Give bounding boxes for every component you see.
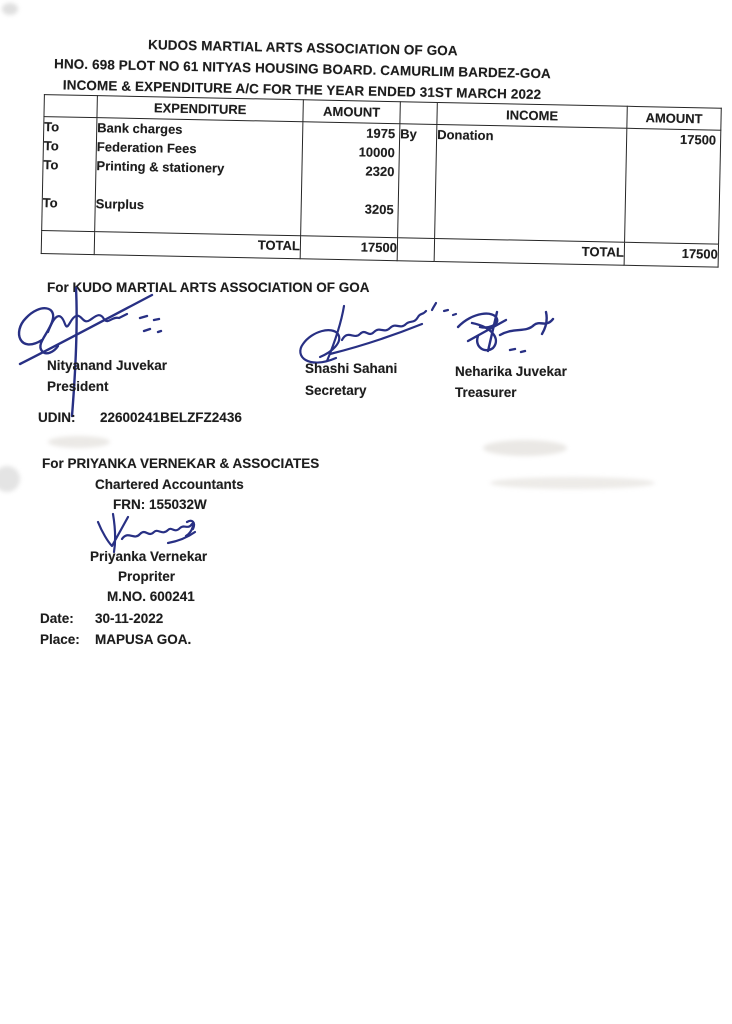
table-body-row — [42, 117, 721, 245]
expenditure-amount: 3205 — [364, 201, 394, 218]
scan-smudge — [490, 477, 655, 489]
income-amount: 17500 — [679, 131, 717, 148]
neharika-signature — [452, 305, 572, 365]
expenditure-amount: 2320 — [365, 163, 395, 180]
udin-value: 22600241BELZFZ2436 — [100, 410, 242, 425]
income-amount-column — [625, 128, 721, 244]
expenditure-total-label: TOTAL — [94, 232, 300, 259]
expenditure-item: Surplus — [95, 196, 145, 213]
income-total-label: TOTAL — [434, 238, 624, 265]
expenditure-header: EXPENDITURE — [97, 96, 303, 122]
association-address: HNO. 698 PLOT NO 61 NITYAS HOUSING BOARD. CAMURLIM BARDEZ-GOA — [53, 56, 552, 82]
shashi-signature — [292, 300, 457, 370]
auditor-frn: FRN: 155032W — [113, 497, 207, 512]
udin-label: UDIN: — [38, 410, 76, 425]
row-prefix: To — [44, 119, 60, 135]
row-prefix: By — [400, 126, 417, 142]
blank-header-cell — [400, 102, 437, 125]
income-expenditure-table — [41, 94, 722, 268]
association-title: KUDOS MARTIAL ARTS ASSOCIATION OF GOA — [147, 37, 458, 59]
expenditure-amount — [302, 179, 398, 200]
row-prefix: To — [43, 138, 59, 154]
income-item: Donation — [437, 126, 494, 144]
income-header: INCOME — [437, 102, 627, 128]
expenditure-amount: 1975 — [366, 125, 396, 142]
date-value: 30-11-2022 — [95, 611, 164, 626]
scan-smudge — [483, 440, 567, 456]
blank-total-cell — [41, 231, 94, 255]
row-prefix — [43, 174, 95, 194]
blank-total-cell — [397, 238, 434, 262]
signatory-role: Treasurer — [455, 385, 517, 400]
blank-header-cell — [44, 95, 97, 118]
expenditure-total-amount: 17500 — [300, 236, 397, 261]
auditor-designation: Chartered Accountants — [95, 477, 244, 492]
auditor-name: Priyanka Vernekar — [90, 549, 208, 564]
signatory-role: Secretary — [305, 383, 367, 398]
statement-title: INCOME & EXPENDITURE A/C FOR THE YEAR ENDED 31ST MARCH 2022 — [62, 77, 542, 103]
signatory-name: Nityanand Juvekar — [47, 358, 168, 373]
signatory-name: Shashi Sahani — [305, 361, 398, 376]
signatory-role: President — [47, 379, 109, 394]
expenditure-item: Bank charges — [97, 120, 183, 137]
expenditure-amount-column — [301, 122, 400, 238]
signatory-name: Neharika Juvekar — [455, 364, 567, 379]
auditor-role: Propriter — [118, 569, 176, 584]
place-label: Place: — [40, 632, 80, 647]
amount-left-header: AMOUNT — [303, 100, 400, 124]
association-for-line: For KUDO MARTIAL ARTS ASSOCIATION OF GOA — [47, 280, 370, 295]
expenditure-item: Federation Fees — [96, 139, 197, 157]
place-value: MAPUSA GOA. — [95, 632, 192, 647]
scan-smudge — [48, 436, 110, 448]
vernekar-signature — [92, 512, 202, 554]
statement-header-and-table — [1, 0, 732, 262]
expenditure-amount: 10000 — [358, 144, 395, 161]
expenditure-particulars-column — [95, 118, 303, 236]
scan-smudge — [0, 466, 20, 492]
amount-right-header: AMOUNT — [627, 106, 721, 130]
auditor-for-line: For PRIYANKA VERNEKAR & ASSOCIATES — [42, 456, 320, 471]
income-total-amount: 17500 — [624, 242, 718, 267]
date-label: Date: — [40, 611, 74, 626]
row-prefix: To — [42, 195, 58, 211]
expenditure-prefix-column — [42, 117, 97, 232]
expenditure-item: Printing & stationery — [96, 158, 225, 176]
scan-smudge — [2, 3, 18, 15]
row-prefix: To — [43, 157, 59, 173]
auditor-membership-no: M.NO. 600241 — [107, 589, 195, 604]
income-particulars-column — [435, 124, 627, 242]
income-prefix-column — [398, 124, 437, 239]
